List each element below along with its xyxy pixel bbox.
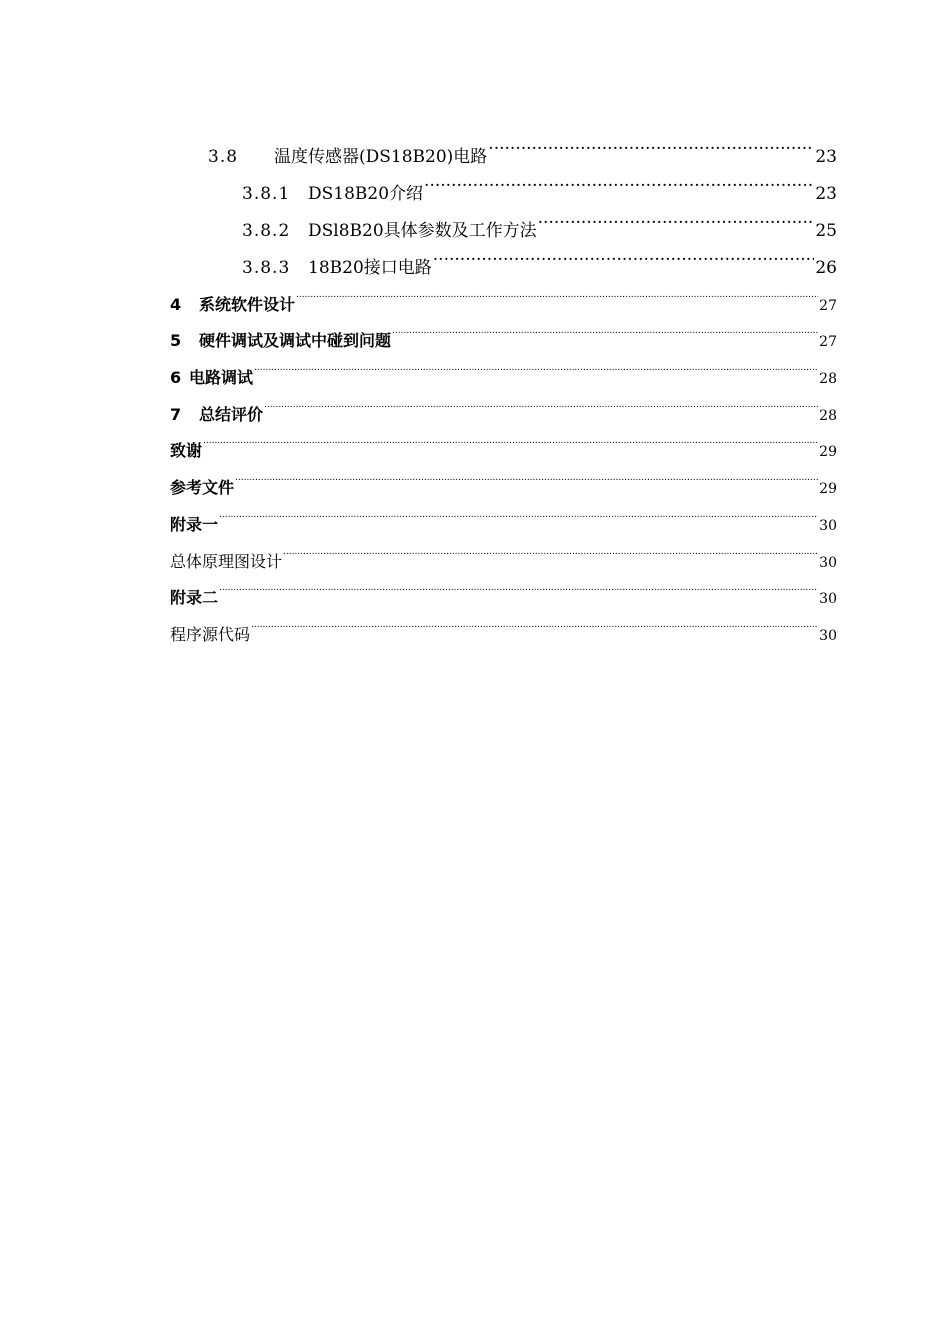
toc-page-number: 30	[819, 517, 837, 534]
toc-entry-number: 5	[170, 331, 182, 351]
toc-dot-leader	[219, 493, 818, 530]
toc-dot-leader	[254, 346, 818, 383]
toc-dot-leader	[392, 310, 818, 347]
toc-dot-leader	[433, 236, 815, 273]
toc-page-number: 27	[819, 334, 837, 351]
toc-page-number: 26	[815, 258, 837, 278]
toc-entry-references[interactable]	[170, 456, 837, 498]
toc-entry-number: 3.8.2	[242, 221, 291, 241]
toc-entry-title: 附录一	[170, 514, 219, 534]
toc-dot-leader	[219, 567, 818, 604]
toc-entry-title: 电路调试	[189, 368, 254, 388]
toc-page-number: 30	[819, 591, 837, 608]
toc-page-number: 27	[819, 297, 837, 314]
toc-page-number: 30	[819, 554, 837, 571]
toc-page-number: 23	[815, 147, 837, 167]
toc-page-number: 25	[815, 221, 837, 241]
toc-entry-number: 7	[170, 404, 182, 424]
toc-entry-3-8[interactable]	[170, 125, 837, 167]
toc-page-number: 29	[819, 444, 837, 461]
table-of-contents	[170, 125, 837, 644]
toc-entry-title: 附录二	[170, 588, 219, 608]
toc-entry-number: 3.8.3	[242, 258, 291, 278]
toc-page-number: 30	[819, 627, 837, 644]
toc-entry-number: 3.8.1	[242, 184, 291, 204]
toc-dot-leader	[264, 383, 818, 420]
toc-entry-source-code[interactable]	[170, 603, 837, 644]
toc-page-number: 28	[819, 407, 837, 424]
toc-entry-title: 硬件调试及调试中碰到问题	[199, 331, 392, 351]
toc-entry-number: 6	[170, 368, 182, 388]
toc-entry-title: 18B20接口电路	[308, 258, 432, 278]
toc-dot-leader	[283, 530, 818, 567]
toc-page-number: 23	[815, 184, 837, 204]
toc-dot-leader	[251, 603, 818, 640]
toc-entry-title: 系统软件设计	[199, 294, 296, 314]
toc-entry-appendix-1[interactable]	[170, 493, 837, 534]
toc-entry-title: 致谢	[170, 441, 203, 461]
toc-dot-leader	[296, 273, 818, 310]
toc-entry-number: 4	[170, 294, 182, 314]
toc-entry-6[interactable]	[170, 346, 837, 388]
toc-dot-leader	[203, 420, 818, 457]
toc-entry-title: 总体原理图设计	[170, 551, 283, 571]
toc-dot-leader	[538, 199, 815, 236]
toc-dot-leader	[235, 456, 818, 493]
toc-entry-title: DS18B20介绍	[308, 184, 424, 204]
toc-entry-appendix-2[interactable]	[170, 567, 837, 608]
toc-entry-title: 程序源代码	[170, 624, 251, 644]
toc-entry-title: 参考文件	[170, 478, 235, 498]
toc-page-number: 29	[819, 481, 837, 498]
toc-entry-7[interactable]	[170, 383, 837, 424]
toc-entry-number: 3.8	[208, 147, 239, 167]
toc-dot-leader	[424, 162, 814, 199]
toc-entry-title: 总结评价	[199, 404, 264, 424]
toc-entry-schematic[interactable]	[170, 530, 837, 571]
toc-page-number: 28	[819, 371, 837, 388]
toc-entry-acknowledgements[interactable]	[170, 420, 837, 461]
toc-dot-leader	[488, 125, 814, 162]
toc-entry-title: 温度传感器(DS18B20)电路	[274, 147, 488, 167]
toc-entry-title: DSl8B20具体参数及工作方法	[308, 221, 537, 241]
